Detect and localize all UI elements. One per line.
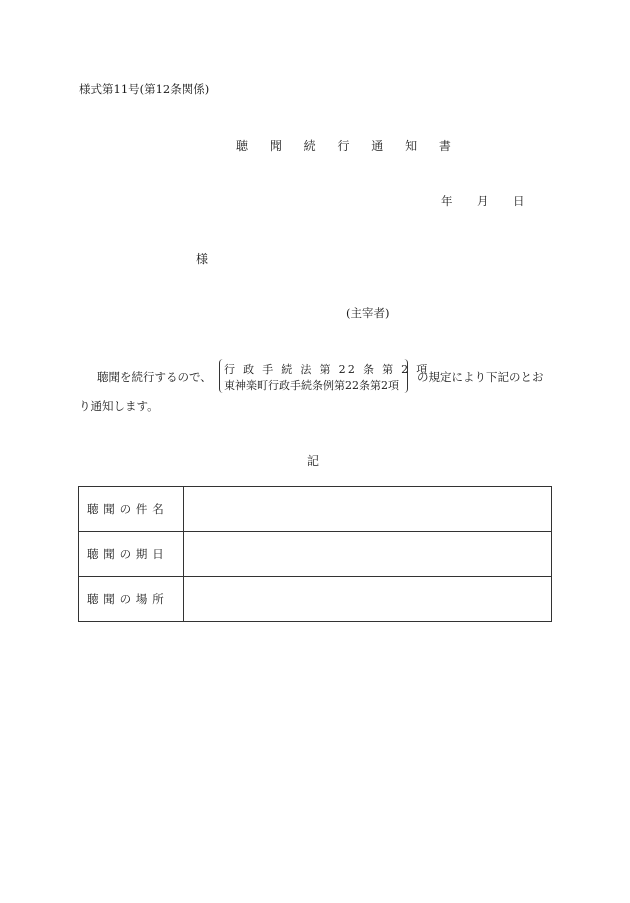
row-value-date[interactable] <box>184 532 552 577</box>
table-row <box>79 487 552 532</box>
body-paragraph-line2: り通知します。 <box>79 399 159 413</box>
row-label-place: 聴聞の場所 <box>79 577 184 622</box>
document-title: 聴 聞 続 行 通 知 書 <box>236 139 460 153</box>
body-tail-text: の規定により下記のとお <box>417 370 544 384</box>
recipient-suffix: 様 <box>196 252 209 266</box>
row-label-date: 聴聞の期日 <box>79 532 184 577</box>
legal-basis-law: 行 政 手 続 法 第 22 条 第 2 項 <box>224 363 430 376</box>
form-number: 様式第11号(第12条関係) <box>79 82 210 96</box>
ki-heading: 記 <box>307 454 320 468</box>
row-label-subject: 聴聞の件名 <box>79 487 184 532</box>
hearing-details-table <box>78 486 552 622</box>
date-month-label: 月 <box>477 194 489 208</box>
body-lead-text: 聴聞を続行するので、 <box>97 370 212 384</box>
legal-basis-ordinance: 東神楽町行政手続条例第22条第2項 <box>224 379 399 392</box>
date-line <box>441 193 525 209</box>
date-year-label: 年 <box>441 194 453 208</box>
table-row <box>79 532 552 577</box>
legal-basis-bracket <box>219 359 430 393</box>
table-row <box>79 577 552 622</box>
row-value-place[interactable] <box>184 577 552 622</box>
organizer-label: (主宰者) <box>346 306 390 320</box>
date-day-label: 日 <box>513 194 525 208</box>
row-value-subject[interactable] <box>184 487 552 532</box>
